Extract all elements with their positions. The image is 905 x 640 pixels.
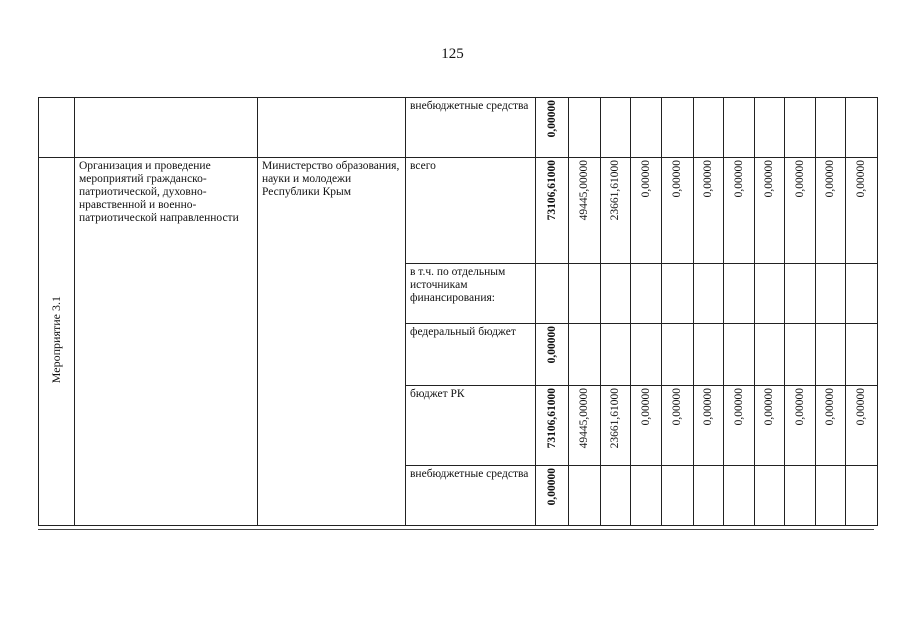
cell-year [755,324,785,386]
measure-name: Организация и проведение мероприятий гражданско-патриотической, духовно-нравственной и военно-патриотической направленности [75,158,258,526]
cell-source: внебюджетные средства [406,466,536,526]
cell-year [662,264,694,324]
cell-source: в т.ч. по отдельным источникам финансирования: [406,264,536,324]
cell-source: внебюджетные средства [406,98,536,158]
cell-year: 0,00000 [631,158,662,264]
cell-year [662,466,694,526]
cell-source: федеральный бюджет [406,324,536,386]
cell-year: 0,00000 [724,386,755,466]
cell-year [785,98,816,158]
cell-year [785,264,816,324]
cell-year: 49445,00000 [569,386,601,466]
cell-total: 0,00000 [536,324,569,386]
cell-total: 73106,61000 [536,158,569,264]
cell-year: 0,00000 [662,158,694,264]
cell-source: бюджет РК [406,386,536,466]
cell-year [631,98,662,158]
cell-year [694,98,724,158]
cell-executor-empty [258,98,406,158]
page-number: 125 [441,46,464,62]
cell-year [662,98,694,158]
measure-executor: Министерство образования, науки и молодежи Республики Крым [258,158,406,526]
cell-year [569,466,601,526]
cell-year [569,264,601,324]
cell-year [846,264,878,324]
cell-source: всего [406,158,536,264]
cell-year [601,264,631,324]
measure-code: Мероприятие 3.1 [39,158,75,526]
cell-year: 0,00000 [785,386,816,466]
cell-total [536,264,569,324]
cell-year: 0,00000 [755,386,785,466]
cell-year: 49445,00000 [569,158,601,264]
cell-year: 0,00000 [694,386,724,466]
cell-year: 0,00000 [816,158,846,264]
cell-year [569,98,601,158]
cell-year [816,324,846,386]
cell-year [846,324,878,386]
cell-name-empty [75,98,258,158]
row-total [39,158,878,264]
cell-year [755,98,785,158]
cell-year [724,264,755,324]
cell-year: 0,00000 [662,386,694,466]
cell-year: 0,00000 [816,386,846,466]
cell-total: 0,00000 [536,98,569,158]
cell-year [631,264,662,324]
cell-year [694,324,724,386]
cell-year [724,324,755,386]
cell-year: 23661,61000 [601,386,631,466]
cell-year [724,466,755,526]
cell-year: 0,00000 [755,158,785,264]
cell-year [694,264,724,324]
cell-year [631,324,662,386]
cell-code-empty [39,98,75,158]
cell-year: 23661,61000 [601,158,631,264]
cell-year [694,466,724,526]
cell-total: 73106,61000 [536,386,569,466]
funding-table [38,97,878,526]
cell-total: 0,00000 [536,466,569,526]
row-top-extrabudget [39,98,878,158]
cell-year [846,98,878,158]
cell-year [601,324,631,386]
cell-year: 0,00000 [724,158,755,264]
cell-year [816,264,846,324]
cell-year [785,466,816,526]
cell-year [662,324,694,386]
table-bottom-rule [38,529,874,530]
cell-year [816,98,846,158]
cell-year: 0,00000 [785,158,816,264]
cell-year [631,466,662,526]
cell-year [601,466,631,526]
cell-year [846,466,878,526]
cell-year: 0,00000 [846,386,878,466]
cell-year [816,466,846,526]
cell-year [755,264,785,324]
cell-year [755,466,785,526]
cell-year: 0,00000 [631,386,662,466]
cell-year [569,324,601,386]
cell-year [785,324,816,386]
cell-year: 0,00000 [846,158,878,264]
cell-year [601,98,631,158]
cell-year [724,98,755,158]
cell-year: 0,00000 [694,158,724,264]
